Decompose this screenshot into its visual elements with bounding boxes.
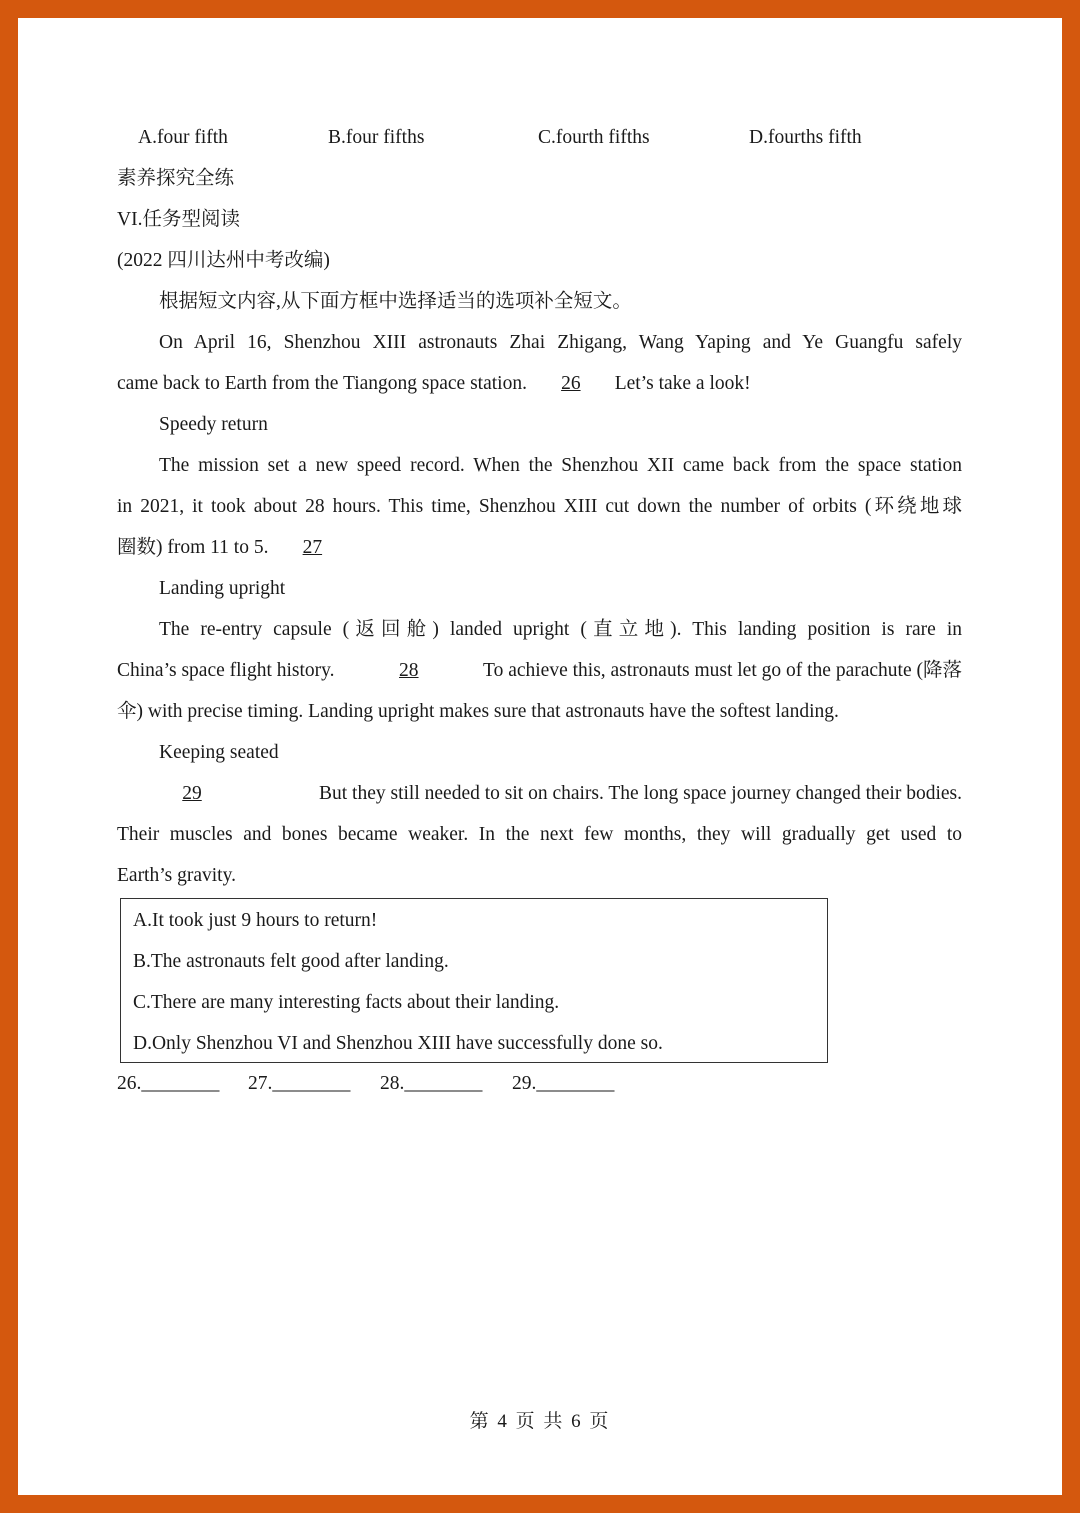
passage-line: The re-entry capsule (返回舱) landed upright (直立地). This landing position is rare in bbox=[159, 619, 962, 640]
box-option-d: D.Only Shenzhou VI and Shenzhou XIII have successfully done so. bbox=[133, 1033, 663, 1054]
passage-line: in 2021, it took about 28 hours. This time, Shenzhou XIII cut down the number of orbits (环绕地球 bbox=[117, 496, 962, 517]
passage-line: 伞) with precise timing. Landing upright makes sure that astronauts have the softest landing. bbox=[117, 701, 839, 722]
blank-27: 27 bbox=[302, 537, 323, 558]
passage-text: 圈数) from 11 to 5. bbox=[117, 537, 269, 558]
section-title: 素养探究全练 bbox=[117, 168, 235, 189]
passage-text: came back to Earth from the Tiangong space station. bbox=[117, 373, 527, 394]
passage-line: Their muscles and bones became weaker. In the next few months, they will gradually get used to bbox=[117, 824, 962, 845]
option-a: A.four fifth bbox=[138, 127, 228, 148]
subheading-keeping-seated: Keeping seated bbox=[159, 742, 279, 763]
passage-text: Let’s take a look! bbox=[614, 373, 751, 394]
passage-line bbox=[117, 536, 345, 560]
answer-27[interactable]: 27.________ bbox=[248, 1073, 351, 1094]
document-page bbox=[18, 18, 1062, 1495]
source-note: (2022 四川达州中考改编) bbox=[117, 250, 330, 271]
box-option-a: A.It took just 9 hours to return! bbox=[133, 910, 378, 931]
passage-text: To achieve this, astronauts must let go of the parachute (降落 bbox=[483, 660, 962, 681]
passage-line bbox=[117, 659, 962, 683]
passage-line: On April 16, Shenzhou XIII astronauts Zhai Zhigang, Wang Yaping and Ye Guangfu safely bbox=[159, 332, 962, 353]
box-option-c: C.There are many interesting facts about their landing. bbox=[133, 992, 560, 1013]
subheading-landing-upright: Landing upright bbox=[159, 578, 286, 599]
passage-line: The mission set a new speed record. When the Shenzhou XII came back from the space station bbox=[159, 455, 962, 476]
box-option-b: B.The astronauts felt good after landing. bbox=[133, 951, 449, 972]
passage-line: Earth’s gravity. bbox=[117, 865, 236, 886]
passage-line bbox=[159, 782, 962, 806]
page-footer: 第 4 页 共 6 页 bbox=[469, 1411, 611, 1432]
answer-26[interactable]: 26.________ bbox=[117, 1073, 220, 1094]
subheading-speedy-return: Speedy return bbox=[159, 414, 268, 435]
options-box bbox=[120, 898, 828, 1063]
task-title: VI.任务型阅读 bbox=[117, 209, 240, 230]
option-d: D.fourths fifth bbox=[749, 127, 862, 148]
option-c: C.fourth fifths bbox=[538, 127, 650, 148]
option-b: B.four fifths bbox=[328, 127, 425, 148]
blank-29: 29 bbox=[182, 783, 202, 804]
passage-line bbox=[117, 372, 751, 396]
blank-28: 28 bbox=[399, 660, 419, 681]
answer-28[interactable]: 28.________ bbox=[380, 1073, 483, 1094]
passage-text: But they still needed to sit on chairs. The long space journey changed their bodies. bbox=[319, 783, 962, 804]
passage-text: China’s space flight history. bbox=[117, 660, 335, 681]
blank-26: 26 bbox=[561, 373, 581, 394]
answer-29[interactable]: 29.________ bbox=[512, 1073, 615, 1094]
instruction: 根据短文内容,从下面方框中选择适当的选项补全短文。 bbox=[159, 291, 632, 312]
